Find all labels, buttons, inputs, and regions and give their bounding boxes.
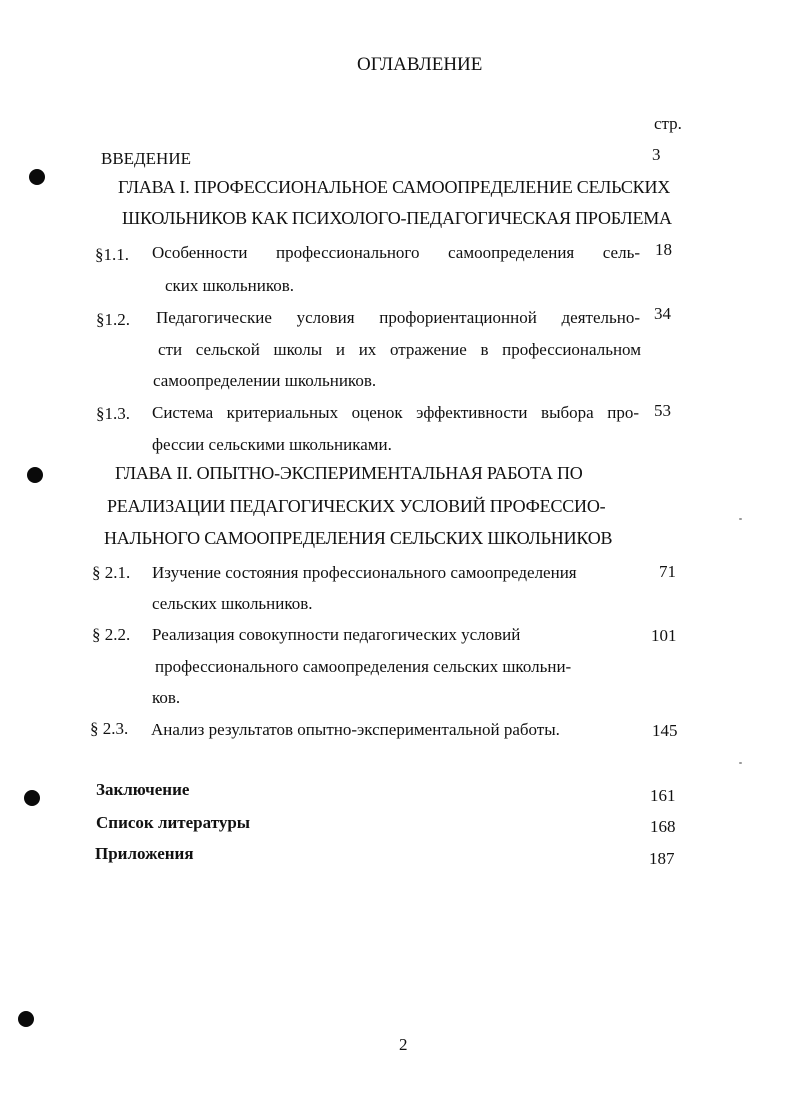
chapter-1-heading-line-2: ШКОЛЬНИКОВ КАК ПСИХОЛОГО-ПЕДАГОГИЧЕСКАЯ ПРОБЛЕМА xyxy=(122,208,672,228)
section-title-line: ских школьников. xyxy=(165,276,295,295)
section-page-number: 145 xyxy=(652,721,678,740)
section-number: § 2.1. xyxy=(92,563,131,582)
chapter-2-heading-line-3: НАЛЬНОГО САМООПРЕДЕЛЕНИЯ СЕЛЬСКИХ ШКОЛЬНИКОВ xyxy=(104,528,613,548)
section-page-number: 53 xyxy=(654,401,671,420)
section-number: §1.2. xyxy=(96,310,130,329)
section-title-line: Система критериальных оценок эффективности выбора про- xyxy=(152,403,639,422)
toc-bibliography-label: Список литературы xyxy=(96,813,251,832)
toc-intro-label: ВВЕДЕНИЕ xyxy=(101,149,191,168)
section-page-number: 101 xyxy=(651,626,677,645)
section-title-line: ков. xyxy=(152,688,181,707)
punch-hole-2-icon xyxy=(27,467,43,483)
section-number: §1.1. xyxy=(95,245,129,264)
section-page-number: 34 xyxy=(654,304,671,323)
section-title-line: профессионального самоопределения сельских школьни- xyxy=(155,657,572,676)
toc-bibliography-page: 168 xyxy=(650,817,676,836)
punch-hole-1-icon xyxy=(29,169,45,185)
toc-appendices-label: Приложения xyxy=(95,844,194,863)
toc-conclusion-label: Заключение xyxy=(96,780,190,799)
chapter-2-heading-line-1: ГЛАВА II. ОПЫТНО-ЭКСПЕРИМЕНТАЛЬНАЯ РАБОТА ПО xyxy=(115,463,583,483)
section-number: §1.3. xyxy=(96,404,130,423)
section-title-line: Особенности профессионального самоопределения сель- xyxy=(152,243,640,262)
section-title-line: сельских школьников. xyxy=(152,594,313,613)
punch-hole-3-icon xyxy=(24,790,40,806)
page-column-header: стр. xyxy=(654,114,682,133)
section-number: § 2.3. xyxy=(90,719,129,738)
toc-intro-page: 3 xyxy=(652,145,661,164)
chapter-2-heading-line-2: РЕАЛИЗАЦИИ ПЕДАГОГИЧЕСКИХ УСЛОВИЙ ПРОФЕССИО- xyxy=(107,496,606,516)
section-page-number: 18 xyxy=(655,240,672,259)
scan-speck xyxy=(739,518,742,520)
toc-appendices-page: 187 xyxy=(649,849,675,868)
punch-hole-4-icon xyxy=(18,1011,34,1027)
section-title-line: самоопределении школьников. xyxy=(153,371,377,390)
section-title-line: фессии сельскими школьниками. xyxy=(152,435,392,454)
page-title: ОГЛАВЛЕНИЕ xyxy=(357,54,483,75)
section-title-line: Изучение состояния профессионального самоопределения xyxy=(152,563,577,582)
section-number: § 2.2. xyxy=(92,625,131,644)
page-number: 2 xyxy=(399,1035,408,1054)
section-title-line: сти сельской школы и их отражение в профессиональном xyxy=(158,340,641,359)
toc-conclusion-page: 161 xyxy=(650,786,676,805)
section-title-line: Анализ результатов опытно-экспериментальной работы. xyxy=(151,720,560,739)
section-title-line: Реализация совокупности педагогических условий xyxy=(152,625,521,644)
scan-speck xyxy=(739,762,742,764)
section-page-number: 71 xyxy=(659,562,676,581)
chapter-1-heading-line-1: ГЛАВА I. ПРОФЕССИОНАЛЬНОЕ САМООПРЕДЕЛЕНИЕ СЕЛЬСКИХ xyxy=(118,177,671,197)
section-title-line: Педагогические условия профориентационной деятельно- xyxy=(156,308,640,327)
